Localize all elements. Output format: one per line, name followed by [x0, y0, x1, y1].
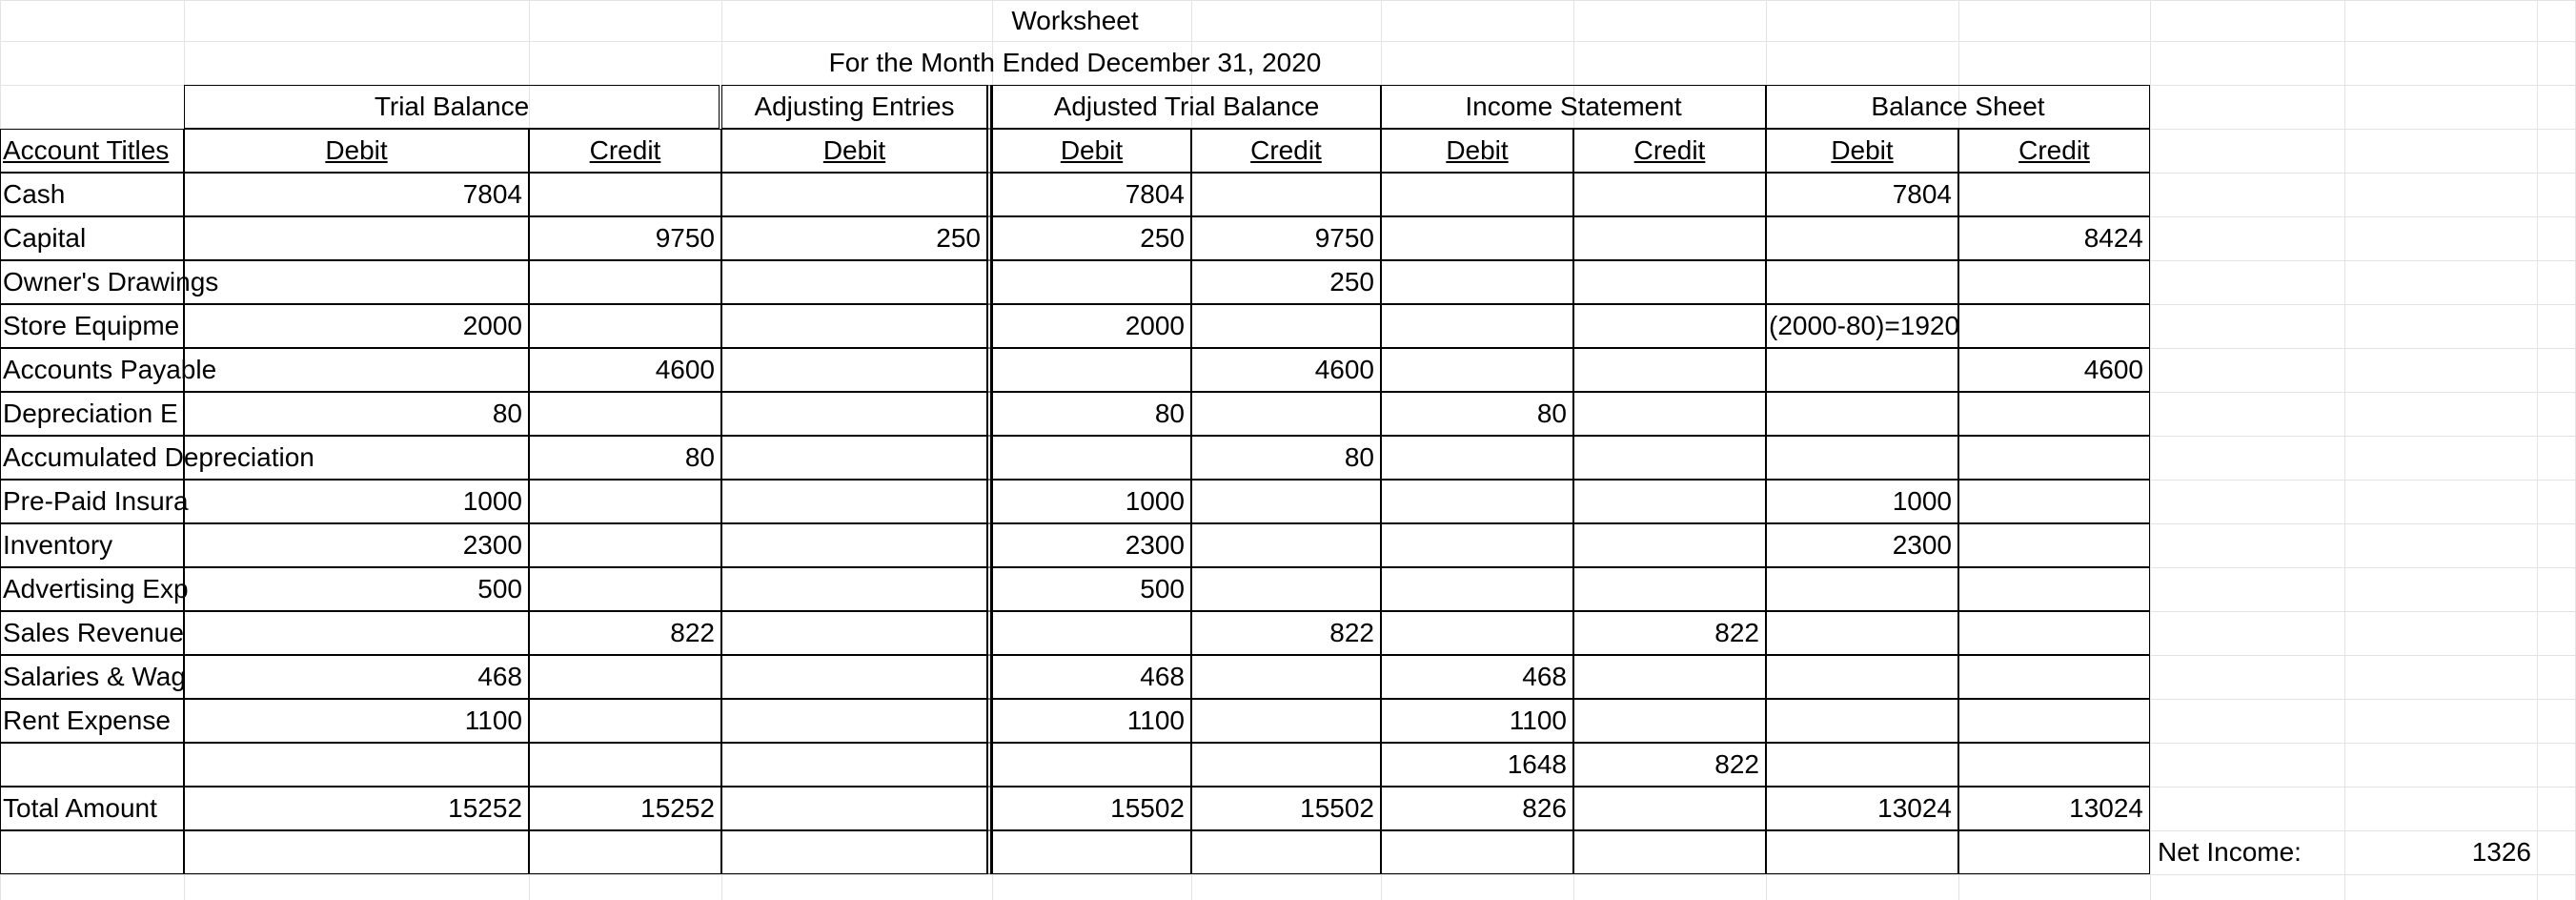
grid-line [2537, 0, 2538, 900]
adjusted-trial-balance-credit-cell[interactable] [1191, 699, 1381, 743]
trial-balance-debit-cell[interactable] [184, 260, 529, 304]
balance-sheet-credit-cell[interactable] [1958, 436, 2150, 480]
adjusted-trial-balance-credit-cell[interactable]: 4600 [1191, 348, 1381, 392]
adjusting-entries-debit-cell[interactable] [721, 787, 992, 830]
balance-sheet-credit-cell[interactable] [1958, 699, 2150, 743]
balance-sheet-debit-cell[interactable]: (2000-80)=1920 [1766, 304, 1958, 348]
account-title-cell[interactable]: Accumulated Depreciation [0, 436, 184, 480]
trial-balance-debit-cell[interactable]: 2000 [184, 304, 529, 348]
net-income-value[interactable]: 1326 [2471, 837, 2531, 867]
adjusted-trial-balance-credit-cell[interactable]: 80 [1191, 436, 1381, 480]
adjusting-entries-debit-cell[interactable] [721, 523, 992, 567]
trial-balance-debit-cell[interactable] [184, 743, 529, 787]
balance-sheet-debit-cell[interactable] [1766, 260, 1958, 304]
adjusting-entries-debit-cell[interactable] [721, 304, 992, 348]
group-income-statement[interactable]: Income Statement [1381, 85, 1766, 129]
trial-balance-credit-cell[interactable] [529, 830, 721, 874]
income-statement-credit-cell[interactable] [1573, 392, 1766, 436]
income-statement-debit-cell[interactable] [1381, 304, 1573, 348]
adjusted-trial-balance-debit-cell[interactable] [992, 260, 1191, 304]
trial-balance-debit-cell[interactable] [184, 436, 529, 480]
income-statement-debit-cell[interactable]: 826 [1381, 787, 1573, 830]
account-title-cell[interactable]: Capital [0, 216, 184, 260]
adjusting-entries-debit-cell[interactable] [721, 348, 992, 392]
adjusting-entries-debit-cell[interactable] [721, 743, 992, 787]
adjusted-trial-balance-debit-cell[interactable] [992, 611, 1191, 655]
balance-sheet-debit-cell[interactable]: 7804 [1766, 173, 1958, 216]
balance-sheet-debit-cell[interactable] [1766, 567, 1958, 611]
income-statement-credit-cell[interactable] [1573, 523, 1766, 567]
trial-balance-credit-cell[interactable] [529, 260, 721, 304]
account-title-cell[interactable]: Salaries & Wag [0, 655, 184, 699]
income-statement-credit-cell[interactable] [1573, 260, 1766, 304]
trial-balance-credit-cell[interactable]: 80 [529, 436, 721, 480]
adjusted-trial-balance-debit-cell[interactable] [992, 743, 1191, 787]
worksheet-title[interactable]: Worksheet [1011, 5, 1139, 35]
balance-sheet-debit-cell[interactable]: 13024 [1766, 787, 1958, 830]
trial-balance-credit-cell[interactable]: 4600 [529, 348, 721, 392]
account-title-cell[interactable]: Inventory [0, 523, 184, 567]
trial-balance-credit-cell[interactable]: 9750 [529, 216, 721, 260]
header-account-titles[interactable]: Account Titles [0, 129, 184, 173]
adjusted-trial-balance-credit-cell[interactable]: 822 [1191, 611, 1381, 655]
account-title-cell[interactable]: Accounts Payable [0, 348, 184, 392]
trial-balance-credit-cell[interactable] [529, 523, 721, 567]
income-statement-credit-cell[interactable] [1573, 304, 1766, 348]
balance-sheet-credit-cell[interactable] [1958, 743, 2150, 787]
adjusted-trial-balance-credit-cell[interactable]: 15502 [1191, 787, 1381, 830]
trial-balance-debit-cell[interactable]: 2300 [184, 523, 529, 567]
trial-balance-debit-cell[interactable] [184, 611, 529, 655]
adjusted-trial-balance-credit-cell[interactable] [1191, 567, 1381, 611]
group-trial-balance[interactable]: Trial Balance [184, 85, 720, 129]
balance-sheet-credit-cell[interactable] [1958, 523, 2150, 567]
balance-sheet-credit-cell[interactable] [1958, 611, 2150, 655]
adjusting-entries-debit-cell[interactable] [721, 392, 992, 436]
balance-sheet-debit-cell[interactable] [1766, 830, 1958, 874]
header-balance-sheet-credit[interactable]: Credit [1958, 129, 2150, 173]
header-adjusted-trial-balance-credit[interactable]: Credit [1191, 129, 1381, 173]
balance-sheet-debit-cell[interactable] [1766, 743, 1958, 787]
adjusted-trial-balance-debit-cell[interactable]: 500 [992, 567, 1191, 611]
trial-balance-credit-cell[interactable]: 822 [529, 611, 721, 655]
account-title-cell[interactable] [0, 743, 184, 787]
adjusted-trial-balance-credit-cell[interactable] [1191, 304, 1381, 348]
adjusted-trial-balance-debit-cell[interactable] [992, 830, 1191, 874]
trial-balance-debit-cell[interactable]: 1100 [184, 699, 529, 743]
income-statement-credit-cell[interactable]: 822 [1573, 743, 1766, 787]
adjusted-trial-balance-credit-cell[interactable] [1191, 830, 1381, 874]
adjusting-entries-debit-cell[interactable] [721, 699, 992, 743]
group-adjusting-entries[interactable]: Adjusting Entries [721, 85, 992, 129]
header-trial-balance-credit[interactable]: Credit [529, 129, 721, 173]
account-title-cell[interactable]: Total Amount [0, 787, 184, 830]
adjusted-trial-balance-debit-cell[interactable] [992, 348, 1191, 392]
adjusted-trial-balance-credit-cell[interactable] [1191, 655, 1381, 699]
income-statement-credit-cell[interactable]: 822 [1573, 611, 1766, 655]
trial-balance-credit-cell[interactable] [529, 304, 721, 348]
balance-sheet-debit-cell[interactable] [1766, 392, 1958, 436]
adjusted-trial-balance-debit-cell[interactable]: 1100 [992, 699, 1191, 743]
adjusting-entries-debit-cell[interactable] [721, 655, 992, 699]
worksheet-subtitle[interactable]: For the Month Ended December 31, 2020 [828, 48, 1322, 77]
income-statement-debit-cell[interactable] [1381, 260, 1573, 304]
adjusted-trial-balance-credit-cell[interactable] [1191, 743, 1381, 787]
adjusted-trial-balance-debit-cell[interactable]: 468 [992, 655, 1191, 699]
net-income-label[interactable]: Net Income: [2158, 837, 2302, 867]
group-adjusted-trial-balance[interactable]: Adjusted Trial Balance [992, 85, 1381, 129]
income-statement-credit-cell[interactable] [1573, 480, 1766, 523]
balance-sheet-debit-cell[interactable] [1766, 655, 1958, 699]
trial-balance-debit-cell[interactable]: 15252 [184, 787, 529, 830]
income-statement-debit-cell[interactable] [1381, 480, 1573, 523]
trial-balance-debit-cell[interactable]: 468 [184, 655, 529, 699]
header-adjusting-entries-debit[interactable]: Debit [721, 129, 992, 173]
income-statement-debit-cell[interactable]: 468 [1381, 655, 1573, 699]
income-statement-credit-cell[interactable] [1573, 216, 1766, 260]
balance-sheet-credit-cell[interactable] [1958, 480, 2150, 523]
adjusted-trial-balance-debit-cell[interactable] [992, 436, 1191, 480]
income-statement-debit-cell[interactable] [1381, 216, 1573, 260]
balance-sheet-credit-cell[interactable]: 4600 [1958, 348, 2150, 392]
trial-balance-credit-cell[interactable]: 15252 [529, 787, 721, 830]
adjusted-trial-balance-debit-cell[interactable]: 1000 [992, 480, 1191, 523]
income-statement-credit-cell[interactable] [1573, 436, 1766, 480]
header-income-statement-credit[interactable]: Credit [1573, 129, 1766, 173]
adjusted-trial-balance-debit-cell[interactable]: 2300 [992, 523, 1191, 567]
adjusted-trial-balance-credit-cell[interactable] [1191, 173, 1381, 216]
adjusted-trial-balance-debit-cell[interactable]: 2000 [992, 304, 1191, 348]
balance-sheet-credit-cell[interactable] [1958, 830, 2150, 874]
header-adjusted-trial-balance-debit[interactable]: Debit [992, 129, 1191, 173]
income-statement-credit-cell[interactable] [1573, 787, 1766, 830]
balance-sheet-credit-cell[interactable] [1958, 392, 2150, 436]
adjusted-trial-balance-credit-cell[interactable]: 250 [1191, 260, 1381, 304]
balance-sheet-debit-cell[interactable] [1766, 436, 1958, 480]
trial-balance-debit-cell[interactable]: 500 [184, 567, 529, 611]
account-title-cell[interactable]: Pre-Paid Insura [0, 480, 184, 523]
balance-sheet-credit-cell[interactable] [1958, 260, 2150, 304]
balance-sheet-debit-cell[interactable] [1766, 611, 1958, 655]
account-title-cell[interactable]: Rent Expense [0, 699, 184, 743]
trial-balance-credit-cell[interactable] [529, 655, 721, 699]
account-title-cell[interactable]: Owner's Drawings [0, 260, 184, 304]
income-statement-credit-cell[interactable] [1573, 655, 1766, 699]
trial-balance-debit-cell[interactable] [184, 348, 529, 392]
income-statement-credit-cell[interactable] [1573, 830, 1766, 874]
trial-balance-credit-cell[interactable] [529, 392, 721, 436]
grid-line [0, 874, 2575, 875]
income-statement-debit-cell[interactable] [1381, 611, 1573, 655]
header-income-statement-debit[interactable]: Debit [1381, 129, 1573, 173]
income-statement-debit-cell[interactable] [1381, 173, 1573, 216]
adjusted-trial-balance-debit-cell[interactable]: 250 [992, 216, 1191, 260]
trial-balance-debit-cell[interactable] [184, 216, 529, 260]
account-title-cell[interactable]: Depreciation E [0, 392, 184, 436]
income-statement-credit-cell[interactable] [1573, 567, 1766, 611]
trial-balance-debit-cell[interactable]: 7804 [184, 173, 529, 216]
account-title-cell[interactable]: Sales Revenue [0, 611, 184, 655]
account-title-cell[interactable]: Cash [0, 173, 184, 216]
trial-balance-credit-cell[interactable] [529, 567, 721, 611]
adjusted-trial-balance-debit-cell[interactable]: 80 [992, 392, 1191, 436]
balance-sheet-credit-cell[interactable] [1958, 655, 2150, 699]
balance-sheet-credit-cell[interactable] [1958, 567, 2150, 611]
adjusting-entries-debit-cell[interactable] [721, 480, 992, 523]
income-statement-debit-cell[interactable] [1381, 830, 1573, 874]
adjusted-trial-balance-debit-cell[interactable]: 15502 [992, 787, 1191, 830]
balance-sheet-credit-cell[interactable]: 13024 [1958, 787, 2150, 830]
adjusted-trial-balance-credit-cell[interactable]: 9750 [1191, 216, 1381, 260]
income-statement-debit-cell[interactable] [1381, 348, 1573, 392]
trial-balance-credit-cell[interactable] [529, 480, 721, 523]
adjusting-entries-debit-cell[interactable] [721, 173, 992, 216]
group-balance-sheet[interactable]: Balance Sheet [1766, 85, 2150, 129]
balance-sheet-debit-cell[interactable]: 1000 [1766, 480, 1958, 523]
header-balance-sheet-debit[interactable]: Debit [1766, 129, 1958, 173]
grid-line [2150, 0, 2151, 900]
income-statement-credit-cell[interactable] [1573, 173, 1766, 216]
income-statement-debit-cell[interactable]: 1648 [1381, 743, 1573, 787]
trial-balance-debit-cell[interactable]: 80 [184, 392, 529, 436]
account-title-cell[interactable] [0, 830, 184, 874]
adjusting-entries-debit-cell[interactable] [721, 567, 992, 611]
balance-sheet-debit-cell[interactable]: 2300 [1766, 523, 1958, 567]
balance-sheet-debit-cell[interactable] [1766, 348, 1958, 392]
trial-balance-credit-cell[interactable] [529, 699, 721, 743]
adjusted-trial-balance-credit-cell[interactable] [1191, 480, 1381, 523]
balance-sheet-credit-cell[interactable]: 8424 [1958, 216, 2150, 260]
grid-line [2344, 0, 2345, 900]
adjusting-entries-debit-cell[interactable]: 250 [721, 216, 992, 260]
trial-balance-credit-cell[interactable] [529, 743, 721, 787]
balance-sheet-credit-cell[interactable] [1958, 173, 2150, 216]
income-statement-debit-cell[interactable]: 80 [1381, 392, 1573, 436]
adjusted-trial-balance-credit-cell[interactable] [1191, 523, 1381, 567]
balance-sheet-debit-cell[interactable] [1766, 699, 1958, 743]
income-statement-debit-cell[interactable] [1381, 436, 1573, 480]
trial-balance-debit-cell[interactable]: 1000 [184, 480, 529, 523]
trial-balance-debit-cell[interactable] [184, 830, 529, 874]
adjusting-entries-debit-cell[interactable] [721, 830, 992, 874]
balance-sheet-debit-cell[interactable] [1766, 216, 1958, 260]
account-title-cell[interactable]: Advertising Exp [0, 567, 184, 611]
account-title-cell[interactable]: Store Equipme [0, 304, 184, 348]
balance-sheet-credit-cell[interactable] [1958, 304, 2150, 348]
income-statement-debit-cell[interactable] [1381, 523, 1573, 567]
adjusted-trial-balance-debit-cell[interactable]: 7804 [992, 173, 1191, 216]
adjusting-entries-debit-cell[interactable] [721, 611, 992, 655]
adjusting-entries-debit-cell[interactable] [721, 260, 992, 304]
adjusting-entries-debit-cell[interactable] [721, 436, 992, 480]
header-trial-balance-debit[interactable]: Debit [184, 129, 529, 173]
adjusted-trial-balance-credit-cell[interactable] [1191, 392, 1381, 436]
trial-balance-credit-cell[interactable] [529, 173, 721, 216]
income-statement-debit-cell[interactable]: 1100 [1381, 699, 1573, 743]
income-statement-credit-cell[interactable] [1573, 699, 1766, 743]
income-statement-credit-cell[interactable] [1573, 348, 1766, 392]
income-statement-debit-cell[interactable] [1381, 567, 1573, 611]
